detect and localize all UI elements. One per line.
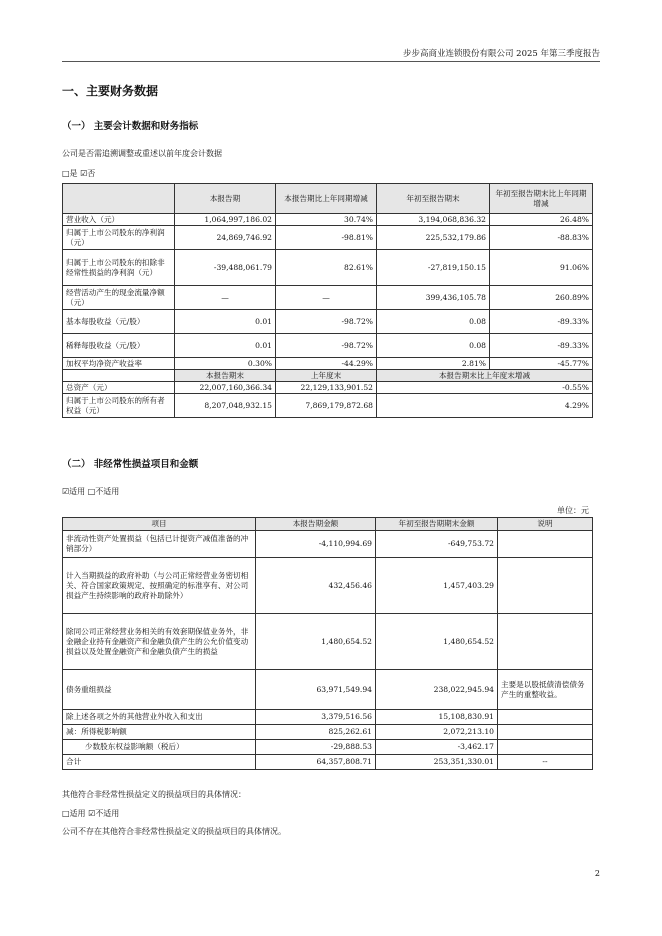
section-title: 一、主要财务数据	[62, 84, 159, 98]
cell	[498, 558, 593, 614]
applicable-option: ☑适用 □不适用	[62, 487, 120, 496]
table-row	[63, 394, 593, 418]
row-label: 加权平均净资产收益率	[63, 358, 175, 370]
cell: --	[498, 755, 593, 770]
cell: 253,351,330.01	[376, 755, 498, 770]
header-cell: 本报告期末比上年度末增减	[377, 370, 593, 382]
row-label: 除同公司正常经营业务相关的有效套期保值业务外，非金融企业持有金融资产和金融负债产生的公允价值变动损益以及处置金融资产和金融负债产生的损益	[63, 614, 256, 670]
cell	[498, 614, 593, 670]
cell: -98.81%	[276, 226, 377, 250]
row-label: 计入当期损益的政府补助（与公司正常经营业务密切相关、符合国家政策规定、按照确定的标准享有、对公司损益产生持续影响的政府补助除外）	[63, 558, 256, 614]
cell: 1,480,654.52	[376, 614, 498, 670]
cell: -44.29%	[276, 358, 377, 370]
cell: -0.55%	[377, 382, 593, 394]
cell: 260.89%	[490, 286, 593, 310]
cell: -4,110,994.69	[256, 531, 376, 558]
row-label: 营业收入（元）	[63, 214, 175, 226]
other-items-title: 其他符合非经常性损益定义的损益项目的具体情况：	[62, 790, 246, 799]
cell: —	[175, 286, 276, 310]
row-label: 除上述各项之外的其他营业外收入和支出	[63, 710, 256, 725]
table-row	[63, 382, 593, 394]
row-label: 合计	[63, 755, 256, 770]
restatement-question: 公司是否需追溯调整或重述以前年度会计数据	[62, 149, 222, 158]
cell: 0.01	[175, 334, 276, 358]
cell: -649,753.72	[376, 531, 498, 558]
cell: 63,971,549.94	[256, 670, 376, 710]
header-divider	[62, 61, 600, 62]
table-header-row	[63, 518, 593, 531]
cell: 2.81%	[377, 358, 490, 370]
cell: 0.08	[377, 334, 490, 358]
cell: —	[276, 286, 377, 310]
table-total-row	[63, 755, 593, 770]
table-row	[63, 286, 593, 310]
table-row	[63, 725, 593, 740]
subsection-title-1: （一） 主要会计数据和财务指标	[62, 121, 199, 132]
cell: 432,456.46	[256, 558, 376, 614]
row-label: 非流动性资产处置损益（包括已计提资产减值准备的冲销部分）	[63, 531, 256, 558]
table-row	[63, 310, 593, 334]
table-row	[63, 670, 593, 710]
header-cell: 年初至报告期末比上年同期增减	[490, 184, 593, 214]
cell: -3,462.17	[376, 740, 498, 755]
table-row	[63, 740, 593, 755]
cell	[498, 740, 593, 755]
restatement-option: □是 ☑否	[62, 169, 96, 178]
header-cell: 年初至报告期期末金额	[376, 518, 498, 531]
cell: 7,869,179,872.68	[276, 394, 377, 418]
table-row	[63, 614, 593, 670]
cell: 22,007,160,366.34	[175, 382, 276, 394]
cell: 15,108,830.91	[376, 710, 498, 725]
row-label: 经营活动产生的现金流量净额（元）	[63, 286, 175, 310]
table-row	[63, 558, 593, 614]
cell: -39,488,061.79	[175, 250, 276, 286]
cell: -45.77%	[490, 358, 593, 370]
row-label: 归属于上市公司股东的净利润（元）	[63, 226, 175, 250]
header-cell: 上年度末	[276, 370, 377, 382]
cell: -88.83%	[490, 226, 593, 250]
cell: -98.72%	[276, 310, 377, 334]
cell: 24,869,746.92	[175, 226, 276, 250]
table-row	[63, 214, 593, 226]
row-label: 债务重组损益	[63, 670, 256, 710]
row-label: 基本每股收益（元/股）	[63, 310, 175, 334]
cell: -89.33%	[490, 310, 593, 334]
cell: -27,819,150.15	[377, 250, 490, 286]
row-label: 总资产（元）	[63, 382, 175, 394]
cell: 4.29%	[377, 394, 593, 418]
row-label: 归属于上市公司股东的扣除非经常性损益的净利润（元）	[63, 250, 175, 286]
header-cell	[63, 184, 175, 214]
cell: -29,888.53	[256, 740, 376, 755]
header-cell	[63, 370, 175, 382]
cell: 30.74%	[276, 214, 377, 226]
unit-label: 单位：元	[557, 506, 589, 515]
table-row	[63, 334, 593, 358]
cell: 64,357,808.71	[256, 755, 376, 770]
cell: 3,379,516.56	[256, 710, 376, 725]
row-label: 少数股东权益影响额（税后）	[63, 740, 256, 755]
cell: 1,457,403.29	[376, 558, 498, 614]
non-recurring-items-table	[62, 517, 593, 770]
cell	[498, 725, 593, 740]
cell: 0.01	[175, 310, 276, 334]
cell: 8,207,048,932.15	[175, 394, 276, 418]
cell: 26.48%	[490, 214, 593, 226]
cell: 0.30%	[175, 358, 276, 370]
table-header-row-2	[63, 370, 593, 382]
cell: 3,194,068,836.32	[377, 214, 490, 226]
cell: 2,072,213.10	[376, 725, 498, 740]
financial-data-table	[62, 183, 593, 418]
header-cell: 项目	[63, 518, 256, 531]
header-cell: 本报告期比上年同期增减	[276, 184, 377, 214]
row-label: 减：所得税影响额	[63, 725, 256, 740]
cell: 0.08	[377, 310, 490, 334]
table-row	[63, 226, 593, 250]
other-items-option: □适用 ☑不适用	[62, 809, 120, 818]
row-label: 稀释每股收益（元/股）	[63, 334, 175, 358]
table-row	[63, 710, 593, 725]
row-label: 归属于上市公司股东的所有者权益（元）	[63, 394, 175, 418]
cell: -98.72%	[276, 334, 377, 358]
subsection-title-2: （二） 非经常性损益项目和金额	[62, 459, 199, 470]
cell: 91.06%	[490, 250, 593, 286]
cell: 1,064,997,186.02	[175, 214, 276, 226]
header-cell: 本报告期末	[175, 370, 276, 382]
cell	[498, 531, 593, 558]
cell	[498, 710, 593, 725]
table-row	[63, 531, 593, 558]
header-cell: 本报告期	[175, 184, 276, 214]
cell: 238,022,945.94	[376, 670, 498, 710]
cell: -89.33%	[490, 334, 593, 358]
cell: 82.61%	[276, 250, 377, 286]
table-row	[63, 358, 593, 370]
cell: 825,262.61	[256, 725, 376, 740]
header-cell: 说明	[498, 518, 593, 531]
header-cell: 本报告期金额	[256, 518, 376, 531]
cell: 399,436,105.78	[377, 286, 490, 310]
header-cell: 年初至报告期末	[377, 184, 490, 214]
page-number: 2	[594, 869, 600, 878]
page-header: 步步高商业连锁股份有限公司 2025 年第三季度报告	[402, 49, 600, 59]
cell: 主要是以股抵债清偿债务产生的重整收益。	[498, 670, 593, 710]
other-items-note: 公司不存在其他符合非经常性损益定义的损益项目的具体情况。	[62, 827, 286, 836]
cell: 22,129,133,901.52	[276, 382, 377, 394]
cell: 225,532,179.86	[377, 226, 490, 250]
table-row	[63, 250, 593, 286]
cell: 1,480,654.52	[256, 614, 376, 670]
table-header-row	[63, 184, 593, 214]
